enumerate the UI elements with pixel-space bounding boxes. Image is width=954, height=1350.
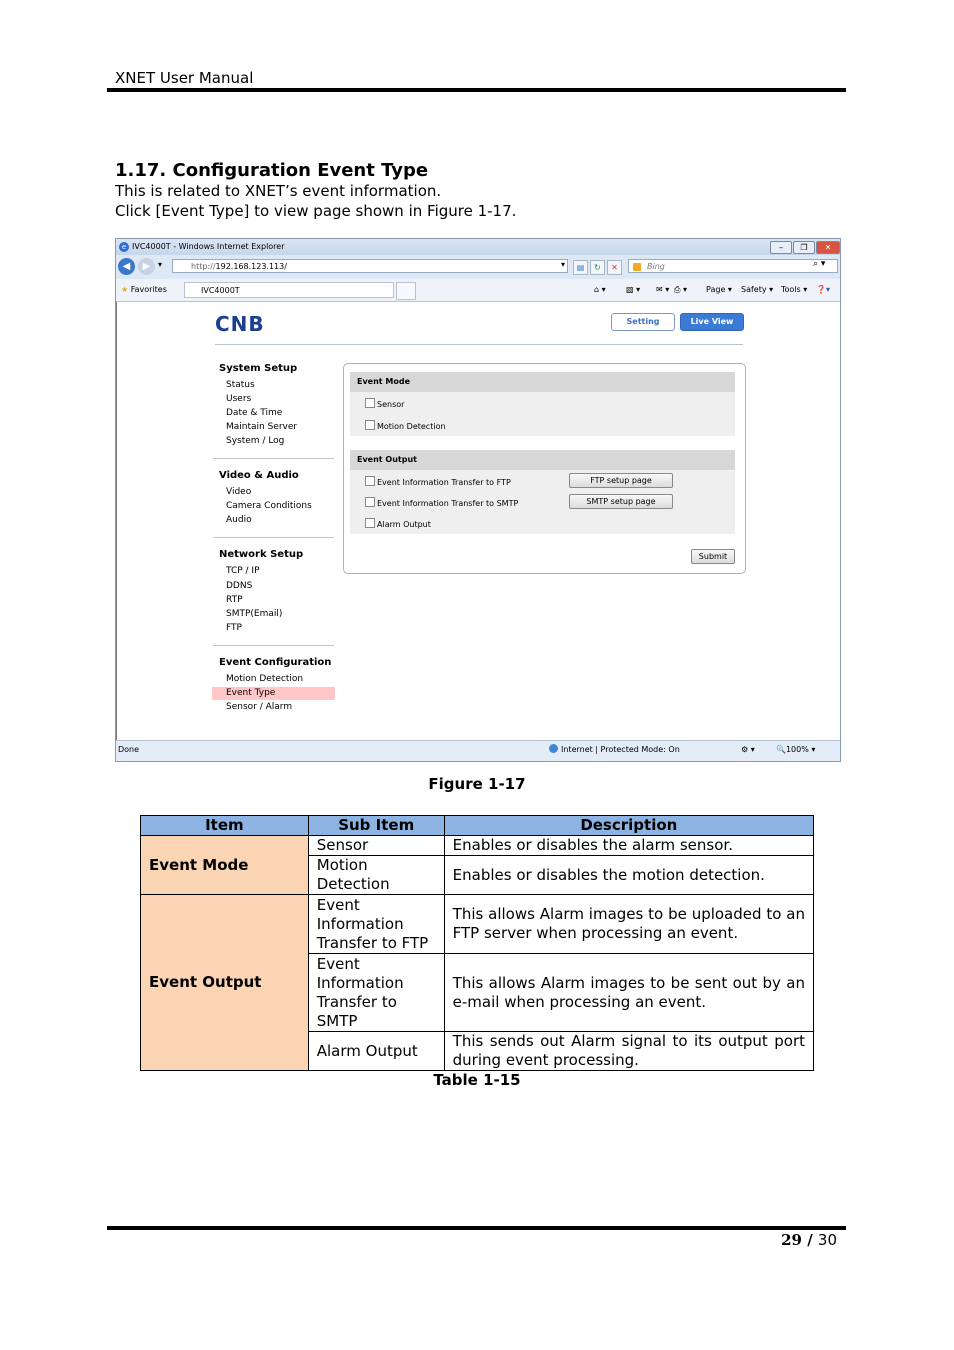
globe-icon bbox=[549, 744, 558, 753]
instruction-paragraph: Click [Event Type] to view page shown in Figure 1-17. bbox=[115, 202, 517, 220]
menu-item-sensor-alarm[interactable]: Sensor / Alarm bbox=[226, 702, 293, 712]
alarm-output-checkbox[interactable]: Alarm Output bbox=[365, 518, 431, 530]
print-icon[interactable]: ⎙ ▾ bbox=[674, 285, 687, 294]
sub-item-motion-detection: Motion Detection bbox=[308, 856, 444, 895]
menu-heading-video-audio: Video & Audio bbox=[219, 470, 299, 481]
window-titlebar bbox=[116, 239, 840, 255]
desc-sensor: Enables or disables the alarm sensor. bbox=[444, 836, 813, 856]
menu-item-video[interactable]: Video bbox=[226, 487, 252, 497]
column-header-sub-item: Sub Item bbox=[308, 816, 444, 836]
menu-item-users[interactable]: Users bbox=[226, 394, 252, 404]
help-icon[interactable]: ❓▾ bbox=[816, 285, 830, 294]
event-output-section bbox=[350, 470, 735, 534]
menu-item-audio[interactable]: Audio bbox=[226, 515, 252, 525]
back-button[interactable]: ◀ bbox=[118, 258, 135, 275]
menu-heading-system-setup: System Setup bbox=[219, 363, 298, 374]
event-mode-section bbox=[350, 392, 735, 436]
menu-separator bbox=[213, 458, 334, 459]
maximize-button[interactable]: ❐ bbox=[793, 241, 815, 254]
sub-item-ftp-transfer: Event Information Transfer to FTP bbox=[308, 895, 444, 954]
menu-heading-event-configuration: Event Configuration bbox=[219, 657, 332, 668]
protected-mode-icon[interactable]: ⚙ ▾ bbox=[741, 745, 755, 754]
menu-item-motion-detection[interactable]: Motion Detection bbox=[226, 674, 304, 684]
favorites-button[interactable]: ★ Favorites bbox=[121, 285, 167, 294]
menu-separator bbox=[213, 537, 334, 538]
item-event-output: Event Output bbox=[141, 895, 309, 1071]
cnb-logo: CNB bbox=[215, 312, 265, 336]
column-header-description: Description bbox=[444, 816, 813, 836]
bing-icon bbox=[633, 263, 641, 271]
search-input[interactable]: Bing bbox=[628, 259, 838, 273]
sensor-checkbox[interactable]: Sensor bbox=[365, 398, 404, 410]
minimize-button[interactable]: – bbox=[770, 241, 792, 254]
ftp-setup-button[interactable]: FTP setup page bbox=[569, 473, 673, 488]
tools-menu[interactable]: Tools ▾ bbox=[781, 285, 808, 294]
submit-button[interactable]: Submit bbox=[691, 549, 735, 564]
address-dropdown-icon[interactable]: ▾ bbox=[561, 260, 566, 269]
top-divider bbox=[215, 344, 743, 345]
event-type-panel bbox=[343, 363, 746, 574]
address-field[interactable]: http://192.168.123.113/ bbox=[172, 259, 568, 273]
menu-item-rtp[interactable]: RTP bbox=[226, 595, 243, 605]
feeds-icon[interactable]: ▧ ▾ bbox=[626, 285, 641, 294]
menu-item-status[interactable]: Status bbox=[226, 380, 255, 390]
menu-item-camera-conditions[interactable]: Camera Conditions bbox=[226, 501, 312, 511]
page-menu[interactable]: Page ▾ bbox=[706, 285, 732, 294]
menu-heading-network-setup: Network Setup bbox=[219, 549, 304, 560]
ie-logo-icon: e bbox=[119, 242, 129, 252]
menu-item-event-type[interactable]: Event Type bbox=[226, 688, 276, 698]
header-rule bbox=[107, 88, 846, 92]
setting-tab[interactable]: Setting bbox=[611, 313, 675, 331]
footer-rule bbox=[107, 1226, 846, 1230]
zoom-icon: 🔍 bbox=[776, 745, 786, 754]
page-number: 29 / 30 bbox=[781, 1231, 837, 1249]
desc-ftp-transfer: This allows Alarm images to be uploaded to an FTP server when processing an event. bbox=[444, 895, 813, 954]
desc-alarm-output: This sends out Alarm signal to its output port during event processing. bbox=[444, 1032, 813, 1071]
desc-motion-detection: Enables or disables the motion detection. bbox=[444, 856, 813, 895]
close-window-button[interactable]: ✕ bbox=[816, 241, 840, 254]
menu-item-date-time[interactable]: Date & Time bbox=[226, 408, 283, 418]
event-mode-heading: Event Mode bbox=[350, 372, 735, 392]
zoom-level[interactable]: 🔍100% ▾ bbox=[776, 745, 816, 754]
safety-menu[interactable]: Safety ▾ bbox=[741, 285, 774, 294]
menu-item-smtp-email[interactable]: SMTP(Email) bbox=[226, 609, 283, 619]
refresh-icon[interactable]: ↻ bbox=[590, 260, 605, 275]
favorites-bar bbox=[116, 279, 840, 302]
window-title: IVC4000T - Windows Internet Explorer bbox=[132, 242, 285, 251]
new-tab-button[interactable] bbox=[396, 282, 416, 300]
browser-screenshot bbox=[115, 238, 841, 762]
smtp-transfer-checkbox[interactable]: Event Information Transfer to SMTP bbox=[365, 497, 518, 509]
intro-paragraph: This is related to XNET’s event information. bbox=[115, 182, 442, 200]
web-page bbox=[116, 302, 840, 740]
desc-smtp-transfer: This allows Alarm images to be sent out by an e-mail when processing an event. bbox=[444, 954, 813, 1032]
sub-item-sensor: Sensor bbox=[308, 836, 444, 856]
status-text: Done bbox=[118, 745, 140, 754]
item-event-mode: Event Mode bbox=[141, 836, 309, 895]
ftp-transfer-checkbox[interactable]: Event Information Transfer to FTP bbox=[365, 476, 511, 488]
live-view-tab[interactable]: Live View bbox=[680, 313, 744, 331]
motion-detection-checkbox[interactable]: Motion Detection bbox=[365, 420, 446, 432]
stop-icon[interactable]: ✕ bbox=[607, 260, 622, 275]
smtp-setup-button[interactable]: SMTP setup page bbox=[569, 494, 673, 509]
sub-item-smtp-transfer: Event Information Transfer to SMTP bbox=[308, 954, 444, 1032]
figure-caption: Figure 1-17 bbox=[428, 775, 526, 793]
search-icon[interactable]: ⌕ ▾ bbox=[813, 259, 826, 269]
table-caption: Table 1-15 bbox=[433, 1071, 521, 1089]
event-output-heading: Event Output bbox=[350, 450, 735, 470]
document-header: XNET User Manual bbox=[115, 69, 254, 87]
menu-item-maintain-server[interactable]: Maintain Server bbox=[226, 422, 298, 432]
sub-item-alarm-output: Alarm Output bbox=[308, 1032, 444, 1071]
browser-tab[interactable]: IVC4000T bbox=[184, 282, 394, 298]
menu-item-ftp[interactable]: FTP bbox=[226, 623, 242, 633]
event-type-table bbox=[140, 815, 814, 1071]
forward-button[interactable]: ▶ bbox=[138, 258, 155, 275]
column-header-item: Item bbox=[141, 816, 309, 836]
mail-icon[interactable]: ✉ ▾ bbox=[656, 285, 670, 294]
security-zone: Internet | Protected Mode: On bbox=[549, 741, 680, 758]
home-icon[interactable]: ⌂ ▾ bbox=[594, 285, 606, 294]
star-icon: ★ bbox=[121, 285, 129, 294]
section-title: 1.17. Configuration Event Type bbox=[115, 160, 429, 181]
history-dropdown-icon[interactable]: ▾ bbox=[158, 260, 163, 269]
address-toolbar bbox=[116, 255, 840, 279]
compatibility-icon[interactable]: ▤ bbox=[573, 260, 588, 275]
menu-item-ddns[interactable]: DDNS bbox=[226, 581, 253, 591]
browser-statusbar bbox=[116, 740, 840, 761]
menu-item-system-log[interactable]: System / Log bbox=[226, 436, 285, 446]
menu-item-tcp-ip[interactable]: TCP / IP bbox=[226, 566, 260, 576]
menu-separator bbox=[213, 645, 334, 646]
